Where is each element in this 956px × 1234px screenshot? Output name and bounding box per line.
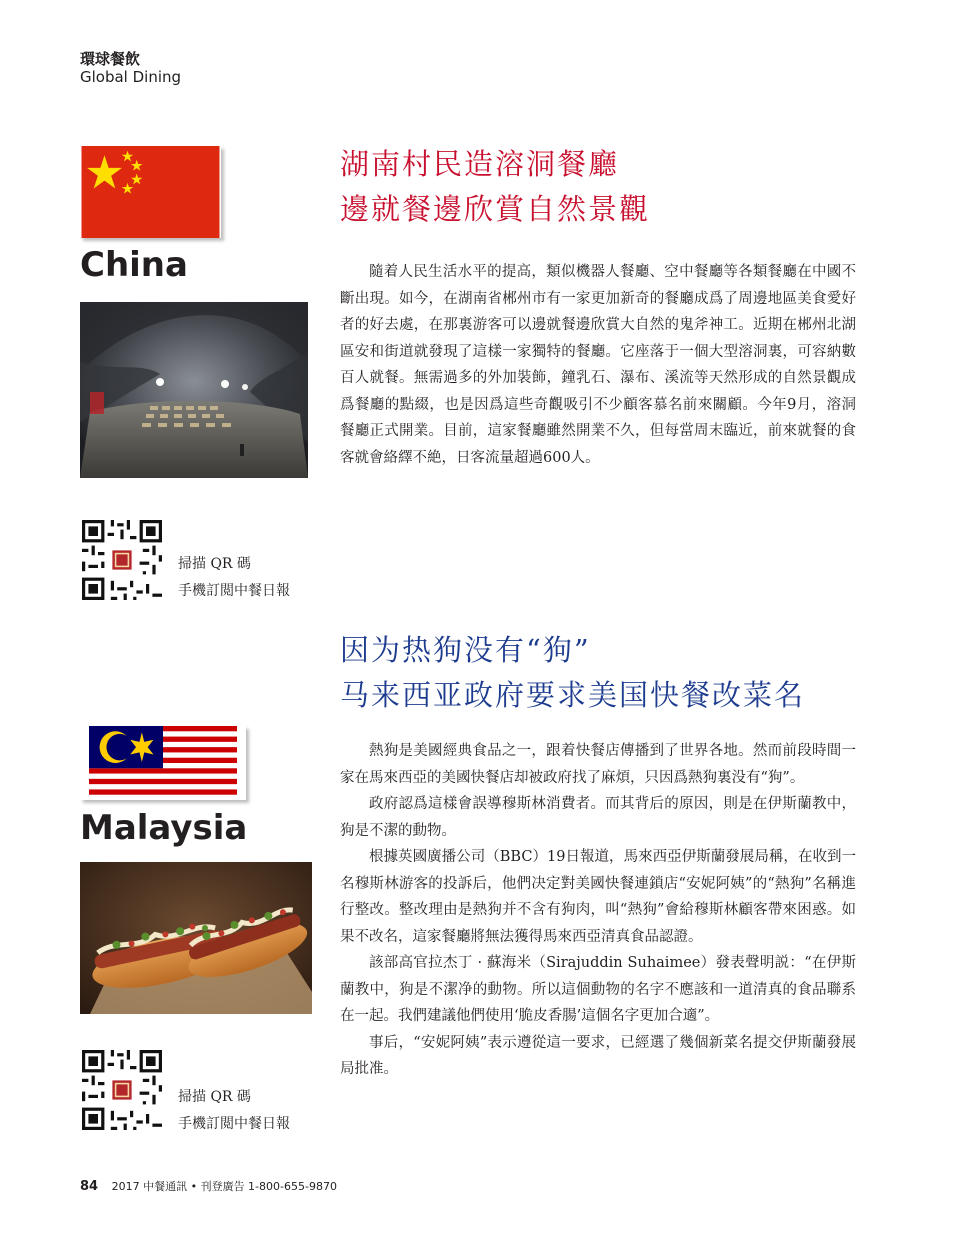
footer-text: 2017 中餐通訊 • 刊登廣告 1-800-655-9870 xyxy=(111,1180,337,1193)
qr-caption-line-2: 手機訂閲中餐日報 xyxy=(178,583,290,599)
china-qr-caption xyxy=(178,551,290,605)
qr-code-icon[interactable] xyxy=(82,520,162,600)
malaysia-headline-line-2: 马来西亚政府要求美国快餐改菜名 xyxy=(340,678,806,712)
country-name-china: China xyxy=(80,245,188,285)
section-title-zh: 環球餐飲 xyxy=(80,50,141,68)
page-number: 84 xyxy=(80,1179,99,1194)
malaysia-paragraph-4: 該部高官拉杰丁 · 蘇海米（Sirajuddin Suhaimee）發表聲明説：“在伊斯蘭教中，狗是不潔净的動物。所以這個動物的名字不應該和一道清真的食品聯系在一起。我們建議他們使用‘脆皮香腸’這個名字更加合適”。 xyxy=(340,955,856,1024)
malaysia-paragraph-1: 熱狗是美國經典食品之一，跟着快餐店傳播到了世界各地。然而前段時間一家在馬來西亞的美國快餐店却被政府找了麻煩，只因爲熱狗裏没有“狗”。 xyxy=(340,743,856,786)
country-name-malaysia: Malaysia xyxy=(80,808,248,848)
malaysia-flag-icon xyxy=(80,726,246,800)
china-headline-line-2: 邊就餐邊欣賞自然景觀 xyxy=(340,192,651,226)
section-title-en: Global Dining xyxy=(80,68,182,86)
malaysia-article-body xyxy=(340,738,856,1083)
malaysia-paragraph-2: 政府認爲這樣會誤導穆斯林消費者。而其背后的原因，則是在伊斯蘭教中，狗是不潔的動物。 xyxy=(340,796,856,839)
malaysia-qr-caption xyxy=(178,1084,290,1138)
malaysia-paragraph-3: 根據英國廣播公司（BBC）19日報道，馬來西亞伊斯蘭發展局稱，在收到一名穆斯林游客的投訴后，他們决定對美國快餐連鎖店“安妮阿姨”的“熱狗”名稱進行整改。整改理由是熱狗并不含有狗肉，叫“熱狗”會給穆斯林顧客帶來困惑。如果不改名，這家餐廳將無法獲得馬來西亞清真食品認證。 xyxy=(340,849,856,945)
china-headline xyxy=(340,142,900,232)
china-paragraph-1: 隨着人民生活水平的提高，類似機器人餐廳、空中餐廳等各類餐廳在中國不斷出現。如今，在湖南省郴州市有一家更加新奇的餐廳成爲了周邊地區美食愛好者的好去處，在那裏游客可以邊就餐邊欣賞大自然的鬼斧神工。近期在郴州北湖區安和街道就發現了這樣一家獨特的餐廳。它座落于一個大型溶洞裏，可容納數百人就餐。無需過多的外加裝飾，鐘乳石、瀑布、溪流等天然形成的自然景觀成爲餐廳的點綴，也是因爲這些奇觀吸引不少顧客慕名前來關顧。今年9月，溶洞餐廳正式開業。目前，這家餐廳雖然開業不久，但每當周末臨近，前來就餐的食客就會絡繹不絶，日客流量超過600人。 xyxy=(340,264,856,466)
cave-restaurant-photo xyxy=(80,302,308,478)
china-flag-icon xyxy=(80,146,221,238)
malaysia-headline-line-1: 因为热狗没有“狗” xyxy=(340,633,591,667)
hot-dog-photo xyxy=(80,862,312,1014)
qr-caption-line-1: 掃描 QR 碼 xyxy=(178,1089,251,1105)
china-article-body xyxy=(340,259,856,471)
malaysia-headline xyxy=(340,628,900,718)
qr-caption-line-1: 掃描 QR 碼 xyxy=(178,556,251,572)
qr-code-icon[interactable] xyxy=(82,1050,162,1130)
china-headline-line-1: 湖南村民造溶洞餐廳 xyxy=(340,147,620,181)
malaysia-paragraph-5: 事后，“安妮阿姨”表示遵從這一要求，已經選了幾個新菜名提交伊斯蘭發展局批准。 xyxy=(340,1034,856,1077)
qr-caption-line-2: 手機訂閲中餐日報 xyxy=(178,1116,290,1132)
page-footer xyxy=(80,1178,337,1194)
